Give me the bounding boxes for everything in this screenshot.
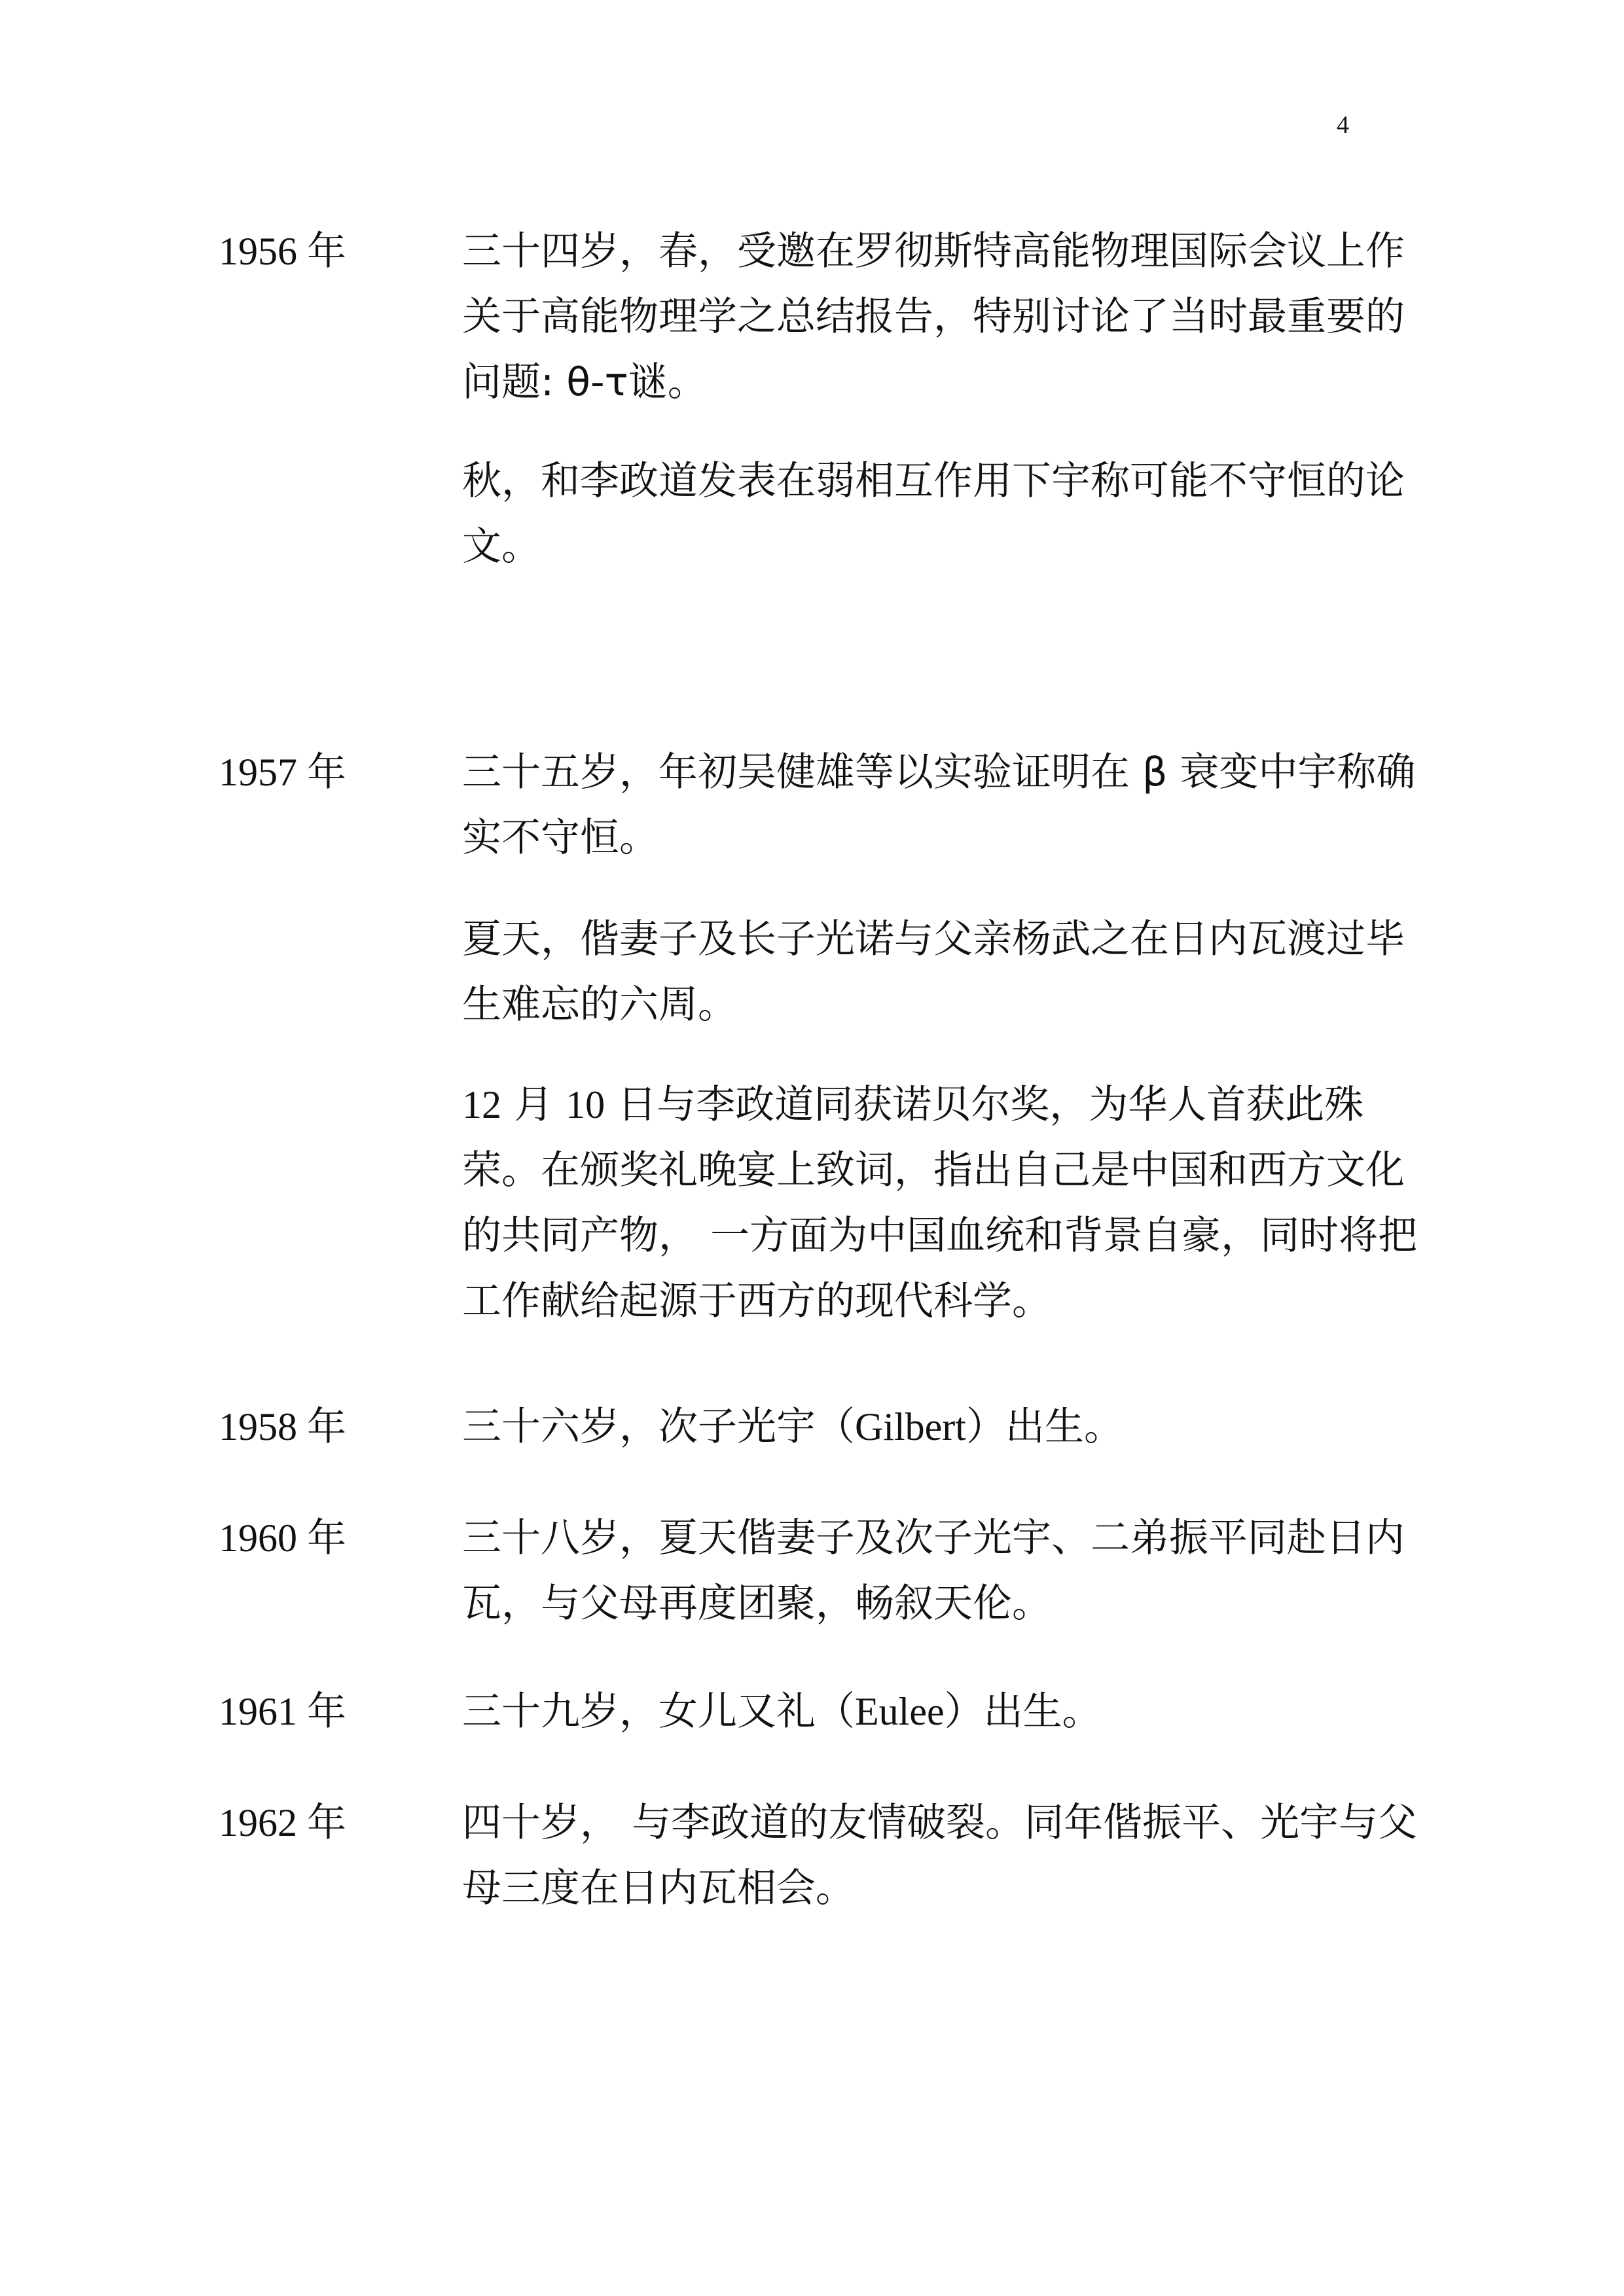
- text-segment: 三十九岁，女儿又礼（: [462, 1689, 855, 1734]
- entry-paragraph: [462, 1679, 1418, 1744]
- year-unit: 年: [307, 1689, 346, 1734]
- english-name: Eulee: [855, 1690, 945, 1733]
- day-number: 10: [566, 1083, 605, 1126]
- year-label-1960: [219, 1505, 428, 1571]
- text-segment: 三十六岁，次子光宇（: [462, 1404, 855, 1450]
- entry-paragraph: 三十四岁，春，受邀在罗彻斯特高能物理国际会议上作关于高能物理学之总结报告，特别讨论了当时最重要的问题: θ-τ谜。: [462, 228, 1405, 405]
- year-number: 1960: [219, 1516, 297, 1560]
- entry-paragraph: 三十五岁，年初吴健雄等以实验证明在 β 衰变中宇称确实不守恒。: [462, 749, 1416, 861]
- text-segment: ）出生。: [944, 1689, 1102, 1734]
- text-segment: 月: [501, 1082, 566, 1128]
- english-name: Gilbert: [855, 1405, 966, 1448]
- page-number: 4: [1337, 111, 1349, 139]
- year-number: 1958: [219, 1405, 297, 1448]
- entry-paragraph: 秋，和李政道发表在弱相互作用下宇称可能不守恒的论文。: [462, 458, 1405, 569]
- year-unit: 年: [307, 1404, 346, 1450]
- year-label-1956: [219, 219, 428, 284]
- year-unit: 年: [307, 749, 346, 795]
- entry-paragraph: 三十八岁，夏天偕妻子及次子光宇、二弟振平同赴日内瓦，与父母再度团聚，畅叙天伦。: [462, 1515, 1405, 1626]
- year-label-1962: [219, 1790, 428, 1856]
- year-number: 1956: [219, 230, 297, 273]
- year-label-1961: [219, 1679, 428, 1744]
- year-number: 1961: [219, 1690, 297, 1733]
- entry-paragraph: [462, 1072, 1418, 1334]
- year-label-1958: [219, 1394, 428, 1460]
- entry-paragraph: 夏天，偕妻子及长子光诺与父亲杨武之在日内瓦渡过毕生难忘的六周。: [462, 916, 1405, 1028]
- year-unit: 年: [307, 228, 346, 274]
- entry-paragraph: 四十岁， 与李政道的友情破裂。同年偕振平、光宇与父母三度在日内瓦相会。: [462, 1800, 1418, 1911]
- text-segment: 日与李政道同获诺贝尔奖，为华人首获此殊荣。在颁奖礼晚宴上致词，指出自己是中国和西方文化的共同产物， 一方面为中国血统和背景自豪，同时将把工作献给起源于西方的现代科学。: [462, 1082, 1418, 1324]
- year-unit: 年: [307, 1800, 346, 1846]
- year-number: 1962: [219, 1801, 297, 1844]
- month-number: 12: [462, 1083, 501, 1126]
- year-label-1957: [219, 740, 428, 805]
- year-number: 1957: [219, 751, 297, 794]
- text-segment: ）出生。: [965, 1404, 1123, 1450]
- year-unit: 年: [307, 1515, 346, 1561]
- entry-paragraph: [462, 1394, 1418, 1460]
